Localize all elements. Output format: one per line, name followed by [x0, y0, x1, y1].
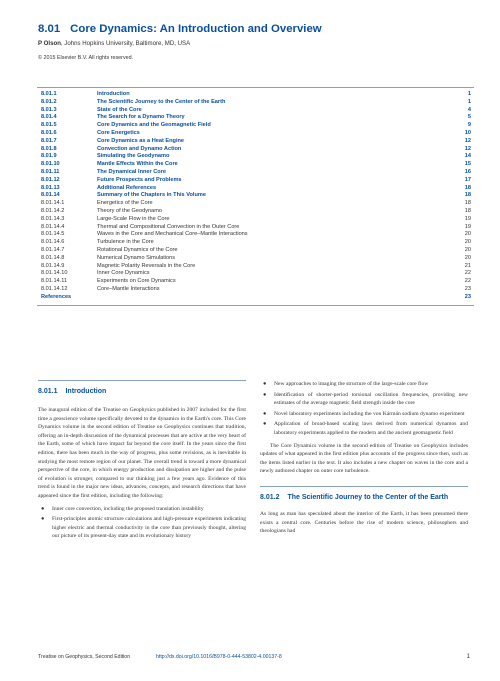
list-item [38, 515, 246, 541]
toc-entry[interactable] [37, 270, 474, 278]
toc-entry-page: 19 [464, 215, 471, 222]
toc-entry-number: 8.01.7 [41, 137, 57, 144]
toc-entry-title: Experiments on Core Dynamics [97, 278, 176, 285]
toc-entry-title: Core Dynamics as a Heat Engine [97, 137, 185, 144]
toc-entry-number: 8.01.1 [41, 91, 57, 97]
toc-entry-title: Future Prospects and Problems [97, 176, 182, 183]
footer-doi-link[interactable]: http://dx.doi.org/10.1016/B978-0-444-53802-4.00137-8 [156, 654, 282, 660]
toc-entry-title: Numerical Dynamo Simulations [97, 254, 176, 261]
bullet-list-left [38, 505, 246, 541]
toc-entry[interactable] [37, 185, 474, 193]
toc-entry-page: 10 [464, 129, 471, 136]
body-column-right [260, 380, 468, 536]
bullet-list-right [260, 380, 468, 438]
toc-entry-page: 15 [464, 161, 471, 168]
list-item [260, 391, 468, 408]
toc-entry[interactable] [37, 99, 474, 107]
toc-entry-page: 19 [464, 223, 471, 230]
toc-entry-number: 8.01.13 [41, 184, 60, 191]
toc-entry[interactable] [37, 138, 474, 146]
toc-entry-page: 20 [464, 254, 471, 261]
toc-entry[interactable] [37, 263, 474, 271]
toc-entry-number: 8.01.4 [41, 114, 57, 121]
toc-entry-page: 20 [464, 246, 471, 253]
toc-entry-number: 8.01.5 [41, 122, 57, 129]
table-of-contents [37, 87, 474, 306]
toc-entry-number: 8.01.10 [41, 161, 60, 168]
list-item-text: Novel laboratory experiments including the von Kármán sodium dynamo experiment [274, 410, 465, 417]
toc-entry-page: 12 [464, 145, 471, 152]
toc-entry-title: Introduction [97, 91, 130, 97]
toc-entry-page: 12 [464, 137, 471, 144]
toc-entry-page: 4 [467, 106, 471, 113]
author-line [38, 40, 468, 48]
toc-entry-title: Large-Scale Flow in the Core [97, 215, 170, 222]
toc-entry[interactable] [37, 130, 474, 138]
toc-entry[interactable] [37, 216, 474, 224]
toc-entry[interactable] [37, 153, 474, 161]
toc-entry-number: 8.01.14.2 [41, 207, 65, 214]
toc-entry-title: Inner Core Dynamics [97, 270, 150, 277]
section-title: The Scientific Journey to the Center of the Earth [287, 493, 449, 501]
section-number: 8.01.2 [260, 493, 280, 501]
copyright-notice: © 2015 Elsevier B.V. All rights reserved. [38, 55, 134, 61]
toc-entry[interactable] [37, 255, 474, 263]
toc-entry-page: 18 [464, 207, 471, 214]
toc-entry-number: 8.01.14.8 [41, 254, 65, 261]
toc-entry-page: 9 [467, 122, 471, 129]
bullet-icon: ● [263, 381, 267, 387]
toc-entry-title: Rotational Dynamics of the Core [97, 246, 178, 253]
toc-entry-page: 23 [464, 293, 471, 300]
section-number: 8.01.1 [38, 388, 58, 395]
chapter-title [38, 22, 468, 36]
toc-entry-title: Summary of the Chapters in This Volume [97, 192, 206, 199]
toc-entry-title: Simulating the Geodynamo [97, 153, 170, 160]
toc-entry-title: The Scientific Journey to the Center of the Earth [97, 98, 226, 105]
toc-entry-page: 18 [464, 184, 471, 191]
toc-entry-number: 8.01.14.12 [41, 285, 68, 292]
author-affiliation: , Johns Hopkins University, Baltimore, MD, USA [60, 40, 191, 47]
toc-entry-title: Waves in the Core and Mechanical Core–Mantle Interactions [97, 231, 248, 238]
toc-entry-number: 8.01.14.1 [41, 200, 65, 207]
toc-entry-page: 23 [464, 285, 471, 292]
toc-entry-title: Core Dynamics and the Geomagnetic Field [97, 122, 211, 129]
chapter-title-text: Core Dynamics: An Introduction and Overview [70, 23, 322, 35]
toc-entry-title: The Dynamical Inner Core [97, 168, 167, 175]
bullet-icon: ● [41, 516, 45, 523]
toc-entry[interactable] [37, 146, 474, 154]
section-title: Introduction [65, 388, 107, 395]
section-heading-scientific-journey [260, 486, 468, 502]
list-item-text: First-principles atomic structure calculations and high-pressure experiments indicating higher electric and thermal conductivity in the core than previously thought, altering our picture of its present-day state and its evolutionary history [52, 516, 246, 540]
toc-entry-number: 8.01.12 [41, 176, 60, 183]
list-item [38, 505, 246, 514]
toc-entry[interactable] [37, 294, 474, 302]
toc-entry-title: Core Energetics [97, 129, 140, 136]
toc-entry-number: 8.01.8 [41, 145, 57, 152]
toc-entry[interactable] [37, 169, 474, 177]
toc-entry-page: 21 [464, 262, 471, 269]
page-number: 1 [466, 654, 470, 660]
toc-entry-page: 14 [464, 153, 471, 160]
toc-entry-page: 22 [464, 270, 471, 277]
toc-entry-page: 1 [467, 91, 471, 97]
toc-entry-page: 20 [464, 231, 471, 238]
toc-entry-page: 17 [464, 176, 471, 183]
toc-entry-title: Additional References [97, 184, 157, 191]
journey-paragraph: As long as man has speculated about the interior of the Earth, it has been presumed there exists a central core. Centuries before the rise of modern science, philosophers and theologians had [260, 510, 468, 535]
toc-entry[interactable] [37, 177, 474, 185]
toc-entry-title: Mantle Effects Within the Core [97, 161, 178, 168]
body-column-left [38, 380, 246, 543]
toc-entry[interactable] [37, 231, 474, 239]
list-item-text: Identification of shorter-period torsional oscillation frequencies, providing new estimates of the average magnetic field strength inside the core [274, 391, 468, 407]
toc-entry-page: 22 [464, 278, 471, 285]
toc-entry[interactable] [37, 239, 474, 247]
toc-entry-page: 5 [467, 114, 471, 121]
toc-entry-number: 8.01.14.4 [41, 223, 65, 230]
toc-entry-number: 8.01.2 [41, 98, 57, 105]
toc-entry[interactable] [37, 208, 474, 216]
list-item [260, 420, 468, 437]
toc-entry-number: 8.01.14.10 [41, 270, 68, 277]
bullet-icon: ● [263, 410, 267, 417]
toc-entry-title: The Search for a Dynamo Theory [97, 114, 185, 121]
toc-entry[interactable] [37, 107, 474, 115]
footer-source: Treatise on Geophysics, Second Edition [38, 654, 131, 660]
toc-entry-number: 8.01.14 [41, 192, 60, 199]
toc-entry[interactable] [37, 91, 474, 99]
toc-entry-number: 8.01.14.6 [41, 239, 65, 246]
toc-entry-number: 8.01.9 [41, 153, 57, 160]
toc-entry[interactable] [37, 122, 474, 130]
toc-entry[interactable] [37, 278, 474, 286]
toc-entry[interactable] [37, 286, 474, 294]
section-heading-introduction [38, 380, 246, 396]
list-item-text: New approaches to imaging the structure of the large-scale core flow [274, 381, 429, 387]
list-item [260, 380, 468, 389]
toc-entry-number: 8.01.14.5 [41, 231, 65, 238]
bullet-icon: ● [41, 505, 45, 512]
bullet-icon: ● [263, 421, 267, 428]
toc-entry-title: State of the Core [97, 106, 142, 113]
toc-entry-title: Theory of the Geodynamo [97, 207, 162, 214]
toc-entry-page: 1 [467, 98, 471, 105]
author-name: P Olson [38, 40, 61, 47]
list-item-text: Application of broad-based scaling laws derived from numerical dynamos and laboratory experiments applied to the modern and the ancient geomagnetic field [274, 421, 468, 436]
toc-entry-number: 8.01.6 [41, 129, 57, 136]
toc-entry[interactable] [37, 200, 474, 208]
toc-entry-page: 18 [464, 200, 471, 207]
toc-entry-title: Convection and Dynamo Action [97, 145, 182, 152]
toc-entry[interactable] [37, 247, 474, 255]
toc-entry-title: Energetics of the Core [97, 200, 153, 207]
toc-entry-title: References [41, 293, 72, 300]
toc-entry-title: Turbulence in the Core [97, 239, 154, 246]
intro-paragraph: The inaugural edition of the Treatise on Geophysics published in 2007 included for the first time a geoscience volume specifically devoted to the dynamics in the Earth's core. This Core Dynamics volume in the second edition of Treatise on Geophysics continues that tradition, offering an in-depth discussion of the dynamical processes that are active at the very heart of the Earth, some of which have impact far beyond the core itself. In the years since the first edition, there has been much in the way of progress, plus some revisions, as is inevitable in studying the most remote region of our planet. The overall trend is toward a more dynamical perspective of the core, in which energy production and dissipation are higher and the pulse of evolution is stronger, compared to our thinking just a few years ago. Evidence of this trend is found in the major new ideas, advances, concepts, and research directions that have appeared since the first edition, including the following: [38, 407, 246, 499]
toc-entry-page: 20 [464, 239, 471, 246]
article-header [38, 22, 468, 62]
toc-entry[interactable] [37, 224, 474, 232]
bullet-icon: ● [263, 391, 267, 398]
toc-entry-number: 8.01.3 [41, 106, 57, 113]
list-item [260, 410, 468, 419]
toc-entry-number: 8.01.14.7 [41, 246, 65, 253]
toc-entry-page: 18 [464, 192, 471, 199]
toc-entry-number: 8.01.14.11 [41, 278, 68, 285]
list-item-text: Inner core convection, including the proposed translation instability [52, 505, 204, 512]
chapter-number: 8.01 [38, 23, 61, 35]
toc-entry-title: Thermal and Compositional Convection in the Outer Core [97, 223, 240, 230]
toc-entry-title: Core–Mantle Interactions [97, 285, 160, 292]
toc-entry-number: 8.01.11 [41, 168, 60, 175]
volume-paragraph: The Core Dynamics volume in the second edition of Treatise on Geophysics includes updates of what appeared in the first edition plus accounts of the progress since then, such as the items listed earlier in the text. It also includes a new chapter on waves in the core and a newly authored chapter on outer core turbulence. [260, 442, 468, 475]
toc-entry[interactable] [37, 192, 474, 200]
toc-entry-number: 8.01.14.3 [41, 215, 65, 222]
toc-entry-title: Magnetic Polarity Reversals in the Core [97, 262, 196, 269]
toc-entry[interactable] [37, 114, 474, 122]
toc-entry-number: 8.01.14.9 [41, 262, 65, 269]
toc-entry-page: 16 [464, 168, 471, 175]
toc-entry[interactable] [37, 161, 474, 169]
